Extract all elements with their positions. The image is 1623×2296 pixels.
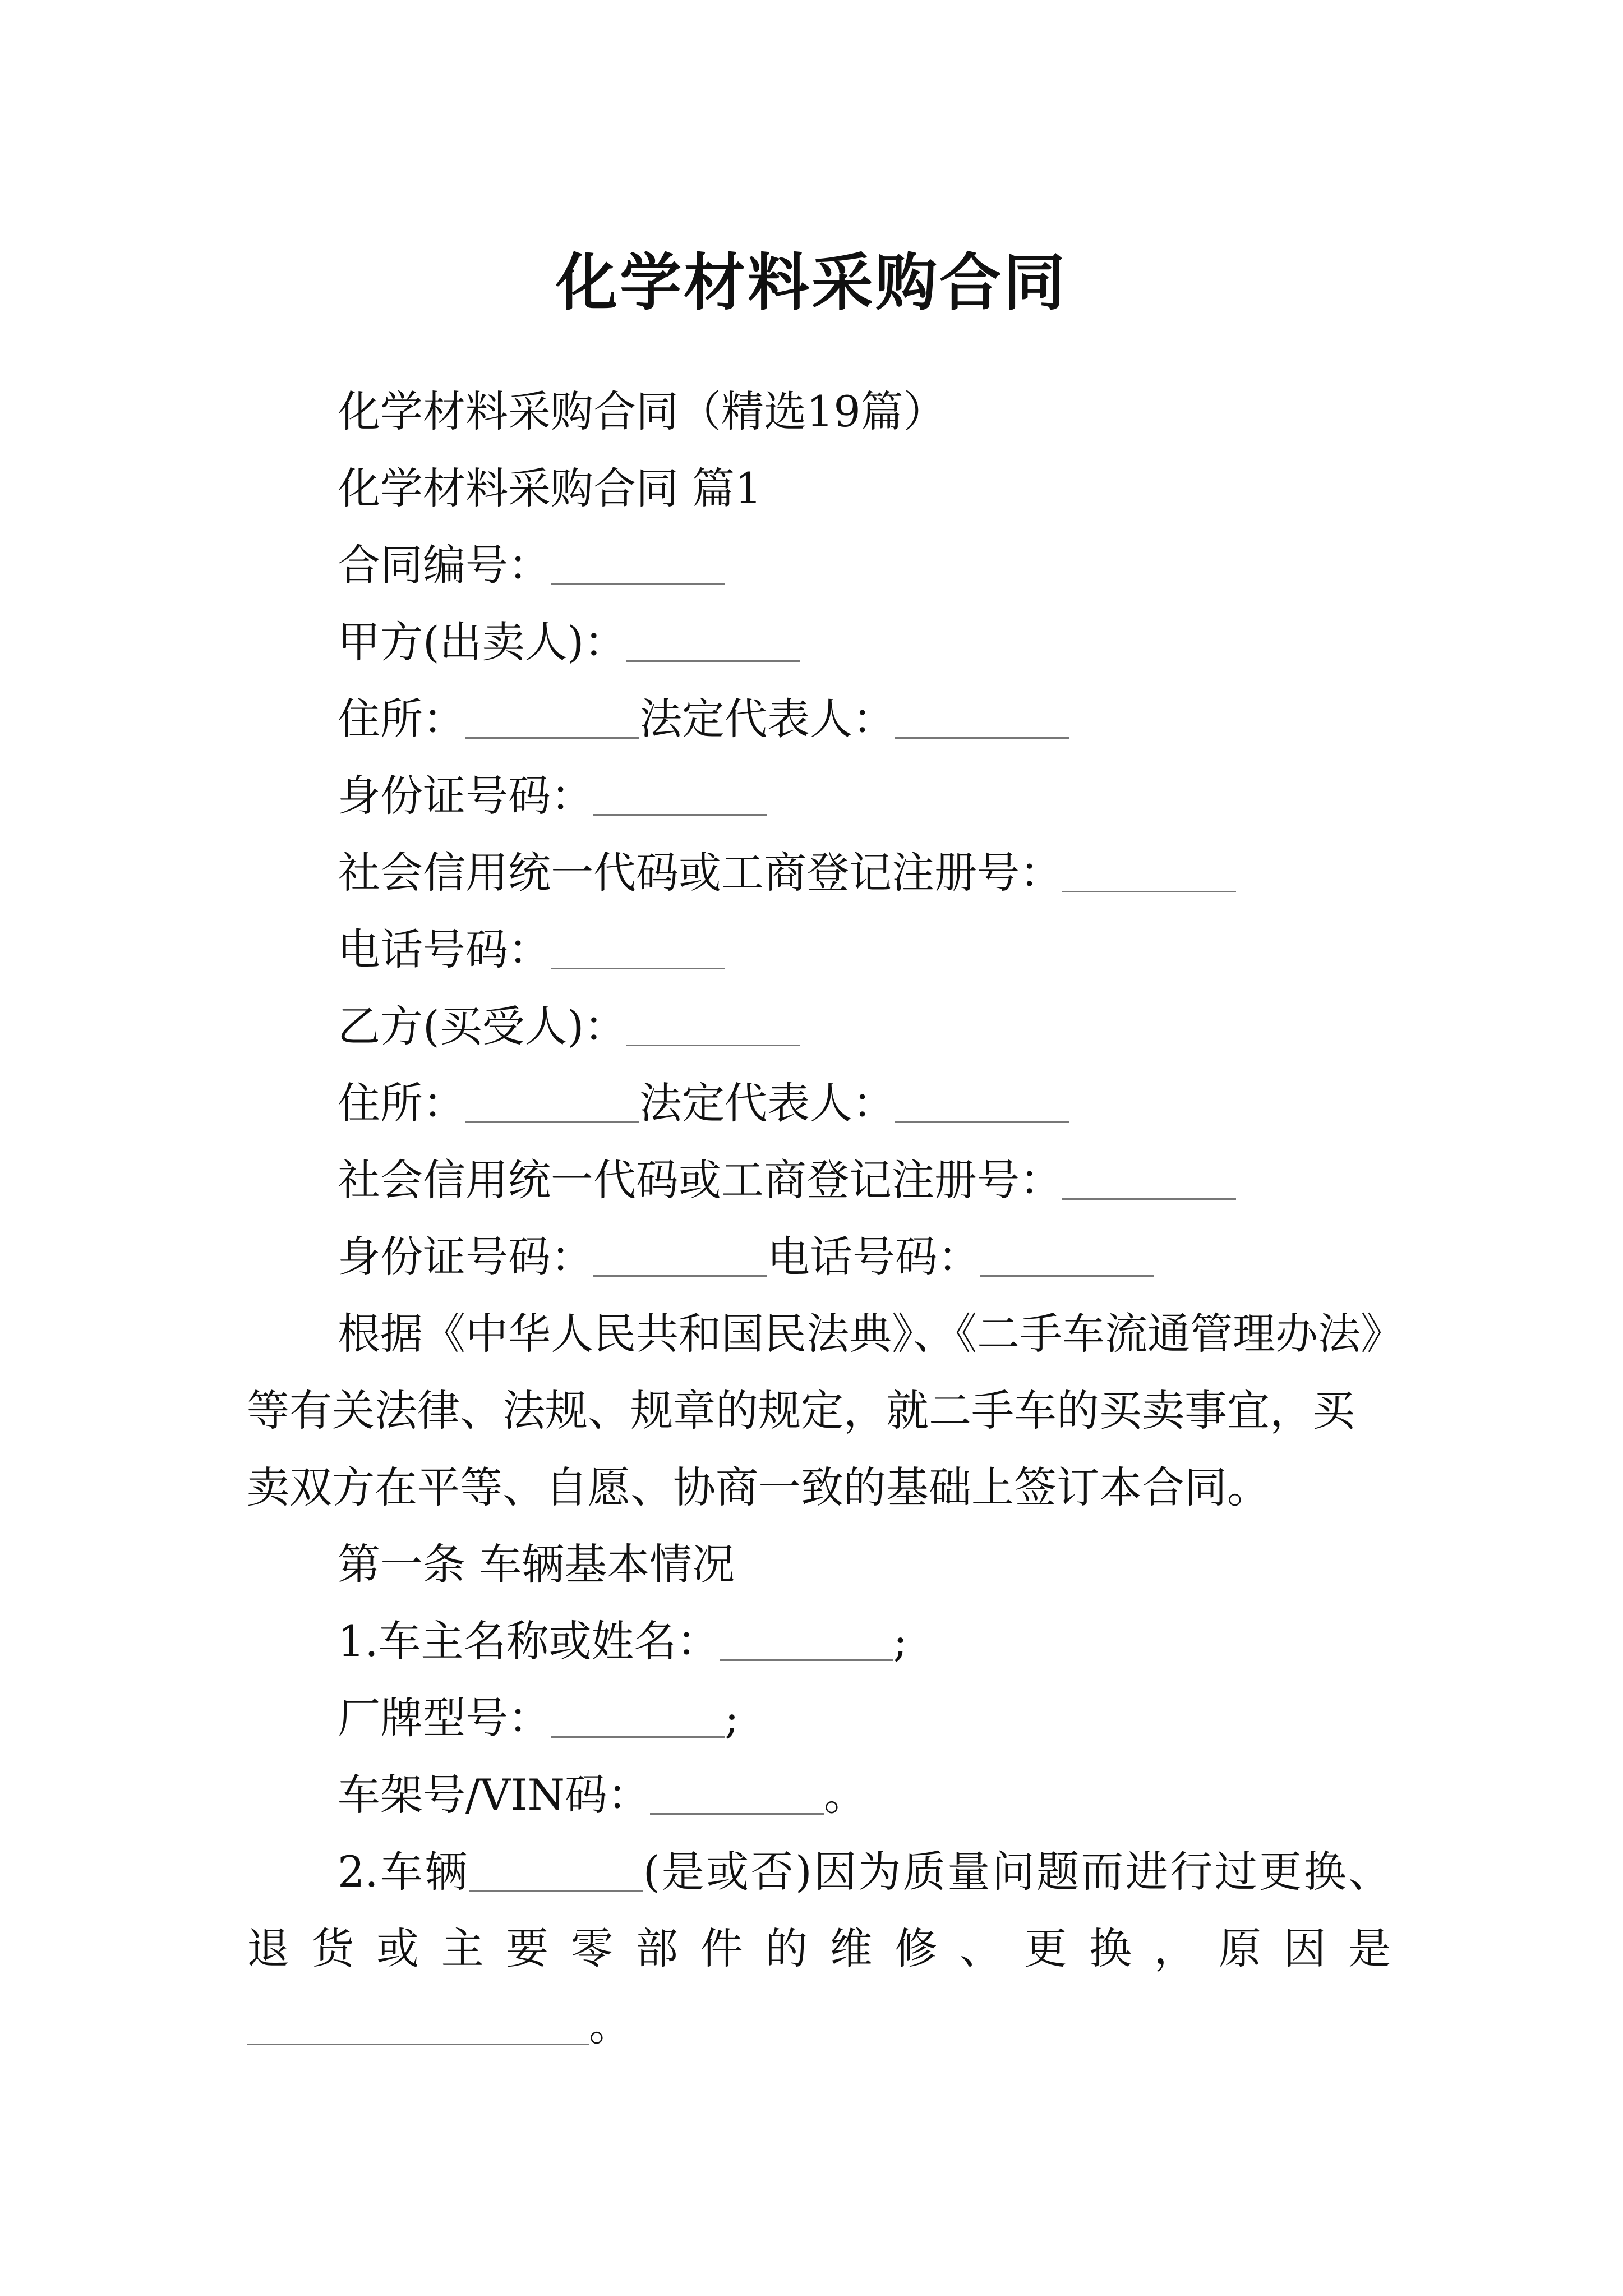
document-title: 化学材料采购合同	[556, 246, 1067, 319]
party-b-line	[247, 988, 1391, 1065]
article-1-heading: 第一条 车辆基本情况	[338, 1539, 735, 1589]
party-a-legal-rep-blank[interactable]	[895, 694, 1069, 739]
party-a-address-blank[interactable]	[465, 694, 639, 739]
contract-number-label: 合同编号：	[338, 540, 551, 590]
party-a-phone-blank[interactable]	[551, 925, 725, 969]
vin-label: 车架号/VIN码：	[338, 1770, 651, 1820]
model-label: 厂牌型号：	[338, 1693, 551, 1743]
semicolon: ;	[725, 1693, 739, 1743]
party-b-credit-code-line	[247, 1142, 1391, 1218]
legal-rep-label: 法定代表人：	[639, 1078, 895, 1128]
credit-code-label: 社会信用统一代码或工商登记注册号：	[338, 848, 1062, 898]
party-a-credit-code-blank[interactable]	[1062, 848, 1236, 892]
party-a-id-blank[interactable]	[593, 771, 767, 816]
model-blank[interactable]	[551, 1694, 725, 1738]
model-line	[247, 1680, 1391, 1756]
phone-label: 电话号码：	[338, 924, 551, 974]
owner-blank[interactable]	[720, 1617, 893, 1661]
section-heading: 化学材料采购合同 篇1	[338, 463, 762, 513]
party-a-label: 甲方(出卖人)：	[338, 617, 627, 667]
intro-paragraph: 根据《中华人民共和国民法典》、《二手车流通管理办法》等有关法律、法规、规章的规定，就二手车的买卖事宜，买卖双方在平等、自愿、协商一致的基础上签订本合同。	[247, 1309, 1382, 1512]
vin-line	[247, 1756, 1391, 1833]
party-b-phone-blank[interactable]	[980, 1232, 1154, 1277]
party-a-blank[interactable]	[626, 618, 800, 662]
item-2-paragraph	[247, 1833, 1391, 1987]
legal-rep-label: 法定代表人：	[639, 694, 895, 744]
credit-code-label: 社会信用统一代码或工商登记注册号：	[338, 1155, 1062, 1205]
party-b-address-blank[interactable]	[465, 1079, 639, 1123]
party-b-label: 乙方(买受人)：	[338, 1001, 627, 1051]
owner-label: 1.车主名称或姓名：	[338, 1616, 720, 1666]
party-a-credit-code-line	[247, 834, 1391, 911]
party-b-id-phone-line	[247, 1218, 1391, 1295]
semicolon: ;	[893, 1616, 908, 1666]
party-a-address-line	[247, 680, 1391, 757]
id-number-label: 身份证号码：	[338, 771, 593, 821]
replacement-yes-no-blank[interactable]	[469, 1847, 643, 1892]
party-b-legal-rep-blank[interactable]	[895, 1079, 1069, 1123]
replacement-reason-blank[interactable]	[247, 2001, 589, 2045]
party-a-phone-line	[247, 911, 1391, 988]
party-a-id-line	[247, 757, 1391, 834]
phone-label: 电话号码：	[767, 1232, 980, 1282]
contract-number-line	[247, 527, 1391, 604]
party-b-id-blank[interactable]	[593, 1232, 767, 1277]
document-body	[247, 373, 1391, 2064]
owner-line	[247, 1603, 1391, 1680]
id-number-label: 身份证号码：	[338, 1232, 593, 1282]
subtitle: 化学材料采购合同（精选19篇）	[338, 386, 946, 436]
full-stop: 。	[824, 1770, 867, 1820]
vin-blank[interactable]	[650, 1770, 824, 1815]
item-2-reason-line	[247, 1987, 1391, 2064]
item-2-text: (是或否)因为质量问题而进行过更换、退货或主要零部件的维修、更换，原因是	[247, 1847, 1391, 1973]
address-label: 住所：	[338, 694, 465, 744]
full-stop: 。	[589, 2000, 631, 2050]
item-2-prefix: 2.车辆	[338, 1847, 469, 1897]
party-b-address-line	[247, 1065, 1391, 1142]
party-b-credit-code-blank[interactable]	[1062, 1156, 1236, 1200]
party-b-blank[interactable]	[626, 1002, 800, 1046]
contract-number-blank[interactable]	[551, 541, 725, 585]
address-label: 住所：	[338, 1078, 465, 1128]
party-a-line	[247, 604, 1391, 680]
